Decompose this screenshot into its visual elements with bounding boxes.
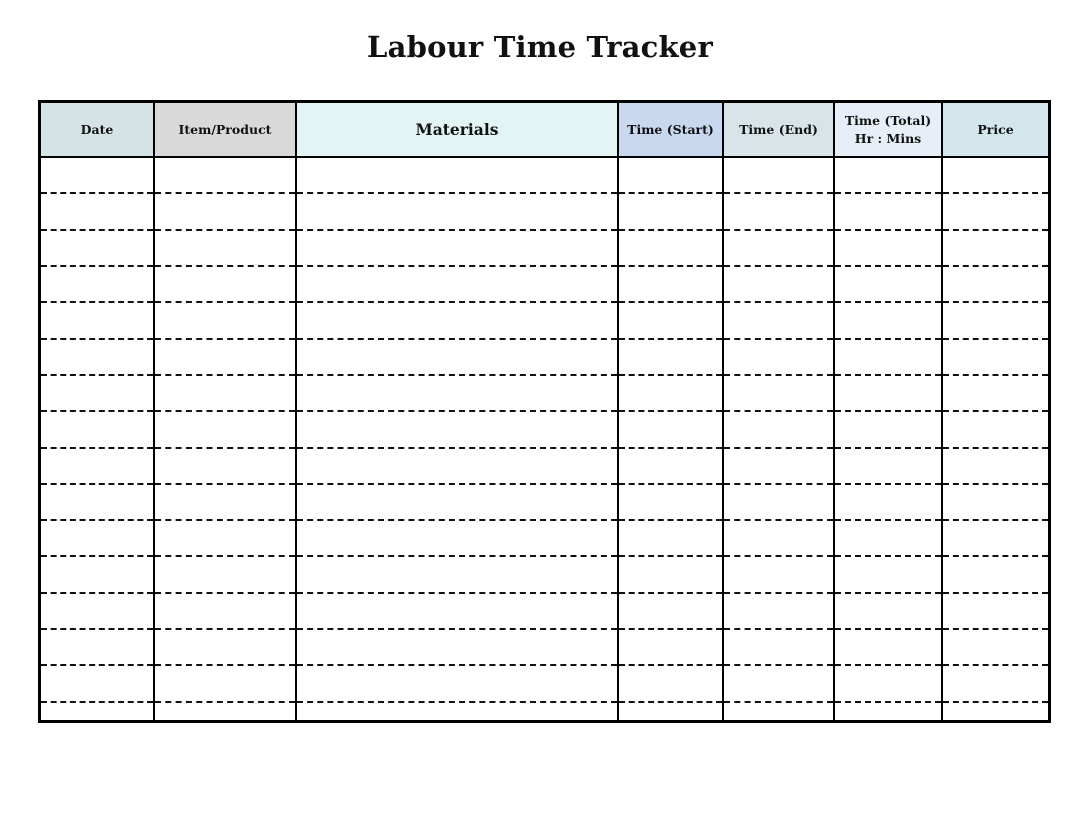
table-row [41, 230, 1048, 266]
cell-time_start[interactable] [618, 520, 723, 556]
cell-date[interactable] [41, 484, 154, 520]
cell-item[interactable] [154, 484, 296, 520]
cell-price[interactable] [942, 157, 1048, 193]
cell-price[interactable] [942, 230, 1048, 266]
cell-materials[interactable] [296, 339, 618, 375]
cell-time_total[interactable] [834, 702, 942, 720]
cell-time_end[interactable] [723, 520, 834, 556]
cell-item[interactable] [154, 593, 296, 629]
cell-item[interactable] [154, 339, 296, 375]
cell-item[interactable] [154, 230, 296, 266]
cell-time_total[interactable] [834, 629, 942, 665]
table-row [41, 302, 1048, 338]
cell-time_end[interactable] [723, 448, 834, 484]
cell-materials[interactable] [296, 665, 618, 701]
table-row [41, 520, 1048, 556]
cell-price[interactable] [942, 484, 1048, 520]
table-row [41, 266, 1048, 302]
cell-price[interactable] [942, 556, 1048, 592]
cell-item[interactable] [154, 266, 296, 302]
labour-tracker-table [38, 100, 1051, 723]
cell-time_start[interactable] [618, 375, 723, 411]
cell-time_end[interactable] [723, 302, 834, 338]
table-row [41, 556, 1048, 592]
cell-time_start[interactable] [618, 593, 723, 629]
cell-date[interactable] [41, 702, 154, 720]
column-header-date-label: Date [80, 121, 114, 137]
cell-date[interactable] [41, 556, 154, 592]
cell-materials[interactable] [296, 702, 618, 720]
column-header-time-start [618, 103, 723, 157]
cell-time_start[interactable] [618, 302, 723, 338]
cell-materials[interactable] [296, 556, 618, 592]
cell-materials[interactable] [296, 266, 618, 302]
cell-price[interactable] [942, 339, 1048, 375]
cell-time_end[interactable] [723, 157, 834, 193]
cell-materials[interactable] [296, 448, 618, 484]
cell-time_total[interactable] [834, 193, 942, 229]
cell-price[interactable] [942, 193, 1048, 229]
cell-time_total[interactable] [834, 375, 942, 411]
cell-time_total[interactable] [834, 665, 942, 701]
cell-price[interactable] [942, 629, 1048, 665]
cell-materials[interactable] [296, 520, 618, 556]
table-body [41, 157, 1048, 720]
column-header-time-total-sublabel: Hr : Mins [854, 130, 922, 146]
cell-price[interactable] [942, 411, 1048, 447]
column-header-time-start-label: Time (Start) [627, 121, 714, 137]
cell-time_total[interactable] [834, 339, 942, 375]
table-row [41, 665, 1048, 701]
cell-materials[interactable] [296, 375, 618, 411]
column-header-time-end-label: Time (End) [739, 121, 818, 137]
cell-item[interactable] [154, 411, 296, 447]
cell-time_total[interactable] [834, 411, 942, 447]
cell-price[interactable] [942, 448, 1048, 484]
cell-time_end[interactable] [723, 665, 834, 701]
cell-time_start[interactable] [618, 411, 723, 447]
cell-time_total[interactable] [834, 593, 942, 629]
cell-time_start[interactable] [618, 665, 723, 701]
table-row [41, 593, 1048, 629]
cell-price[interactable] [942, 665, 1048, 701]
column-header-time-end [723, 103, 834, 157]
cell-date[interactable] [41, 193, 154, 229]
cell-time_end[interactable] [723, 702, 834, 720]
cell-date[interactable] [41, 520, 154, 556]
column-header-time-total [834, 103, 942, 157]
cell-time_end[interactable] [723, 593, 834, 629]
cell-time_total[interactable] [834, 520, 942, 556]
cell-time_start[interactable] [618, 193, 723, 229]
cell-time_total[interactable] [834, 266, 942, 302]
cell-date[interactable] [41, 411, 154, 447]
table-row [41, 411, 1048, 447]
table-row [41, 193, 1048, 229]
cell-date[interactable] [41, 593, 154, 629]
cell-price[interactable] [942, 702, 1048, 720]
cell-time_end[interactable] [723, 629, 834, 665]
cell-date[interactable] [41, 157, 154, 193]
cell-date[interactable] [41, 448, 154, 484]
cell-time_end[interactable] [723, 193, 834, 229]
cell-time_start[interactable] [618, 157, 723, 193]
cell-time_total[interactable] [834, 302, 942, 338]
page-title: Labour Time Tracker [367, 30, 713, 64]
cell-materials[interactable] [296, 193, 618, 229]
cell-time_end[interactable] [723, 230, 834, 266]
cell-time_end[interactable] [723, 411, 834, 447]
cell-time_start[interactable] [618, 230, 723, 266]
cell-time_end[interactable] [723, 375, 834, 411]
table-row [41, 448, 1048, 484]
table-row [41, 629, 1048, 665]
cell-time_end[interactable] [723, 339, 834, 375]
cell-time_total[interactable] [834, 556, 942, 592]
cell-date[interactable] [41, 629, 154, 665]
cell-item[interactable] [154, 302, 296, 338]
column-header-materials-label: Materials [415, 119, 499, 139]
cell-time_total[interactable] [834, 157, 942, 193]
table-row [41, 375, 1048, 411]
cell-time_start[interactable] [618, 266, 723, 302]
cell-price[interactable] [942, 520, 1048, 556]
cell-time_start[interactable] [618, 702, 723, 720]
cell-materials[interactable] [296, 411, 618, 447]
cell-item[interactable] [154, 629, 296, 665]
cell-materials[interactable] [296, 484, 618, 520]
cell-date[interactable] [41, 266, 154, 302]
cell-date[interactable] [41, 375, 154, 411]
column-header-materials [296, 103, 618, 157]
column-header-date [41, 103, 154, 157]
column-header-price-label: Price [977, 121, 1014, 137]
cell-date[interactable] [41, 665, 154, 701]
cell-time_total[interactable] [834, 448, 942, 484]
column-header-time-total-label: Time (Total) [844, 113, 932, 128]
cell-time_start[interactable] [618, 484, 723, 520]
cell-date[interactable] [41, 339, 154, 375]
cell-materials[interactable] [296, 230, 618, 266]
column-header-price [942, 103, 1048, 157]
cell-materials[interactable] [296, 302, 618, 338]
cell-time_total[interactable] [834, 484, 942, 520]
cell-materials[interactable] [296, 629, 618, 665]
cell-item[interactable] [154, 702, 296, 720]
cell-item[interactable] [154, 520, 296, 556]
cell-item[interactable] [154, 375, 296, 411]
cell-time_start[interactable] [618, 339, 723, 375]
cell-item[interactable] [154, 448, 296, 484]
cell-materials[interactable] [296, 157, 618, 193]
table-row [41, 339, 1048, 375]
cell-time_start[interactable] [618, 556, 723, 592]
cell-time_total[interactable] [834, 230, 942, 266]
cell-item[interactable] [154, 556, 296, 592]
cell-time_end[interactable] [723, 556, 834, 592]
cell-item[interactable] [154, 665, 296, 701]
cell-price[interactable] [942, 266, 1048, 302]
cell-price[interactable] [942, 593, 1048, 629]
cell-time_end[interactable] [723, 266, 834, 302]
table-row [41, 484, 1048, 520]
cell-price[interactable] [942, 302, 1048, 338]
cell-item[interactable] [154, 157, 296, 193]
header-row [41, 103, 1048, 157]
cell-item[interactable] [154, 193, 296, 229]
cell-date[interactable] [41, 302, 154, 338]
cell-time_end[interactable] [723, 484, 834, 520]
cell-date[interactable] [41, 230, 154, 266]
cell-materials[interactable] [296, 593, 618, 629]
table-row [41, 157, 1048, 193]
column-header-item-product-label: Item/Product [178, 121, 272, 137]
column-header-item-product [154, 103, 296, 157]
cell-time_start[interactable] [618, 629, 723, 665]
cell-time_start[interactable] [618, 448, 723, 484]
cell-price[interactable] [942, 375, 1048, 411]
table-row [41, 702, 1048, 720]
